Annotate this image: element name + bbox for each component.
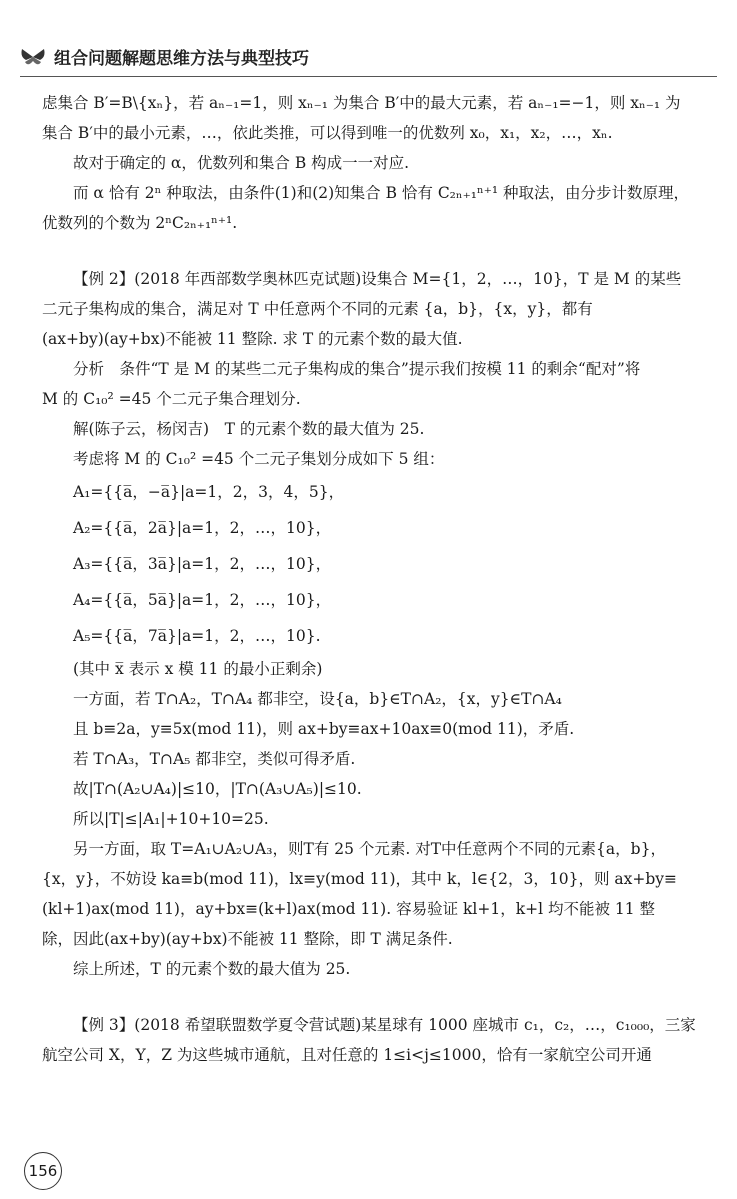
- page-body: [42, 88, 705, 1070]
- butterfly-logo-icon: [20, 47, 46, 67]
- text-line: (kl+1)ax(mod 11)，ay+bx≡(k+l)ax(mod 11). 容易验证 kl+1，k+l 均不能被 11 整: [42, 900, 656, 918]
- text-line: 且 b≡2a，y≡5x(mod 11)，则 ax+by≡ax+10ax≡0(mod 11)，矛盾.: [73, 720, 575, 738]
- text-line: (其中 x̅ 表示 x 模 11 的最小正剩余): [73, 660, 323, 678]
- text-line: A₄={{a̅，5a̅}|a=1，2，…，10}，: [73, 591, 332, 609]
- text-line: 除，因此(ax+by)(ay+bx)不能被 11 整除，即 T 满足条件.: [42, 930, 453, 948]
- text-line: 另一方面，取 T=A₁∪A₂∪A₃，则T有 25 个元素. 对T中任意两个不同的元素{a，b}，: [73, 840, 666, 858]
- header-title: 组合问题解题思维方法与典型技巧: [54, 49, 309, 69]
- text-line: 虑集合 B′=B\{xₙ}，若 aₙ₋₁=1，则 xₙ₋₁ 为集合 B′中的最大元素，若 aₙ₋₁=−1，则 xₙ₋₁ 为: [42, 94, 681, 112]
- text-line: 故|T∩(A₂∪A₄)|≤10，|T∩(A₃∪A₅)|≤10.: [73, 780, 362, 798]
- text-line: 二元子集构成的集合，满足对 T 中任意两个不同的元素 {a，b}，{x，y}，都有: [42, 300, 593, 318]
- text-line: 综上所述，T 的元素个数的最大值为 25.: [73, 960, 351, 978]
- text-line: 【例 3】(2018 希望联盟数学夏令营试题)某星球有 1000 座城市 c₁，c₂，…，c₁₀₀₀，三家: [73, 1016, 696, 1034]
- text-line: M 的 C₁₀² =45 个二元子集合理划分.: [42, 390, 301, 408]
- text-line: A₂={{a̅，2a̅}|a=1，2，…，10}，: [73, 519, 332, 537]
- text-line: 解(陈子云，杨闵吉) T 的元素个数的最大值为 25.: [73, 420, 425, 438]
- text-line: A₅={{a̅，7a̅}|a=1，2，…，10}.: [73, 627, 321, 645]
- section-spacer: [42, 984, 705, 1010]
- text-line: 集合 B′中的最小元素，…，依此类推，可以得到唯一的优数列 x₀，x₁，x₂，…，xₙ.: [42, 124, 613, 142]
- text-line: A₃={{a̅，3a̅}|a=1，2，…，10}，: [73, 555, 332, 573]
- text-line: 【例 2】(2018 年西部数学奥林匹克试题)设集合 M={1，2，…，10}，T 是 M 的某些: [73, 270, 682, 288]
- page-number: 156: [24, 1152, 62, 1190]
- text-line: 优数列的个数为 2ⁿC₂ₙ₊₁ⁿ⁺¹.: [42, 214, 238, 232]
- running-header: [20, 44, 309, 69]
- text-line: A₁={{a̅，−a̅}|a=1，2，3，4，5}，: [73, 483, 345, 501]
- text-line: 而 α 恰有 2ⁿ 种取法，由条件(1)和(2)知集合 B 恰有 C₂ₙ₊₁ⁿ⁺¹ 种取法，由分步计数原理，: [73, 184, 690, 202]
- text-line: (ax+by)(ay+bx)不能被 11 整除. 求 T 的元素个数的最大值.: [42, 330, 463, 348]
- text-line: 分析 条件“T 是 M 的某些二元子集构成的集合”提示我们按模 11 的剩余“配对”将: [73, 360, 641, 378]
- text-line: 所以|T|≤|A₁|+10+10=25.: [73, 810, 269, 828]
- text-line: 故对于确定的 α，优数列和集合 B 构成一一对应.: [73, 154, 410, 172]
- section-spacer: [42, 238, 705, 264]
- text-line: 考虑将 M 的 C₁₀² =45 个二元子集划分成如下 5 组：: [73, 450, 445, 468]
- text-line: 若 T∩A₃，T∩A₅ 都非空，类似可得矛盾.: [73, 750, 356, 768]
- text-line: 一方面，若 T∩A₂，T∩A₄ 都非空，设{a，b}∈T∩A₂，{x，y}∈T∩A₄: [73, 690, 562, 708]
- text-line: 航空公司 X，Y，Z 为这些城市通航，且对任意的 1≤i<j≤1000，恰有一家航空公司开通: [42, 1046, 652, 1064]
- text-line: {x，y}，不妨设 ka≡b(mod 11)，lx≡y(mod 11)，其中 k，l∈{2，3，10}，则 ax+by≡: [42, 870, 678, 888]
- header-divider: [20, 76, 717, 77]
